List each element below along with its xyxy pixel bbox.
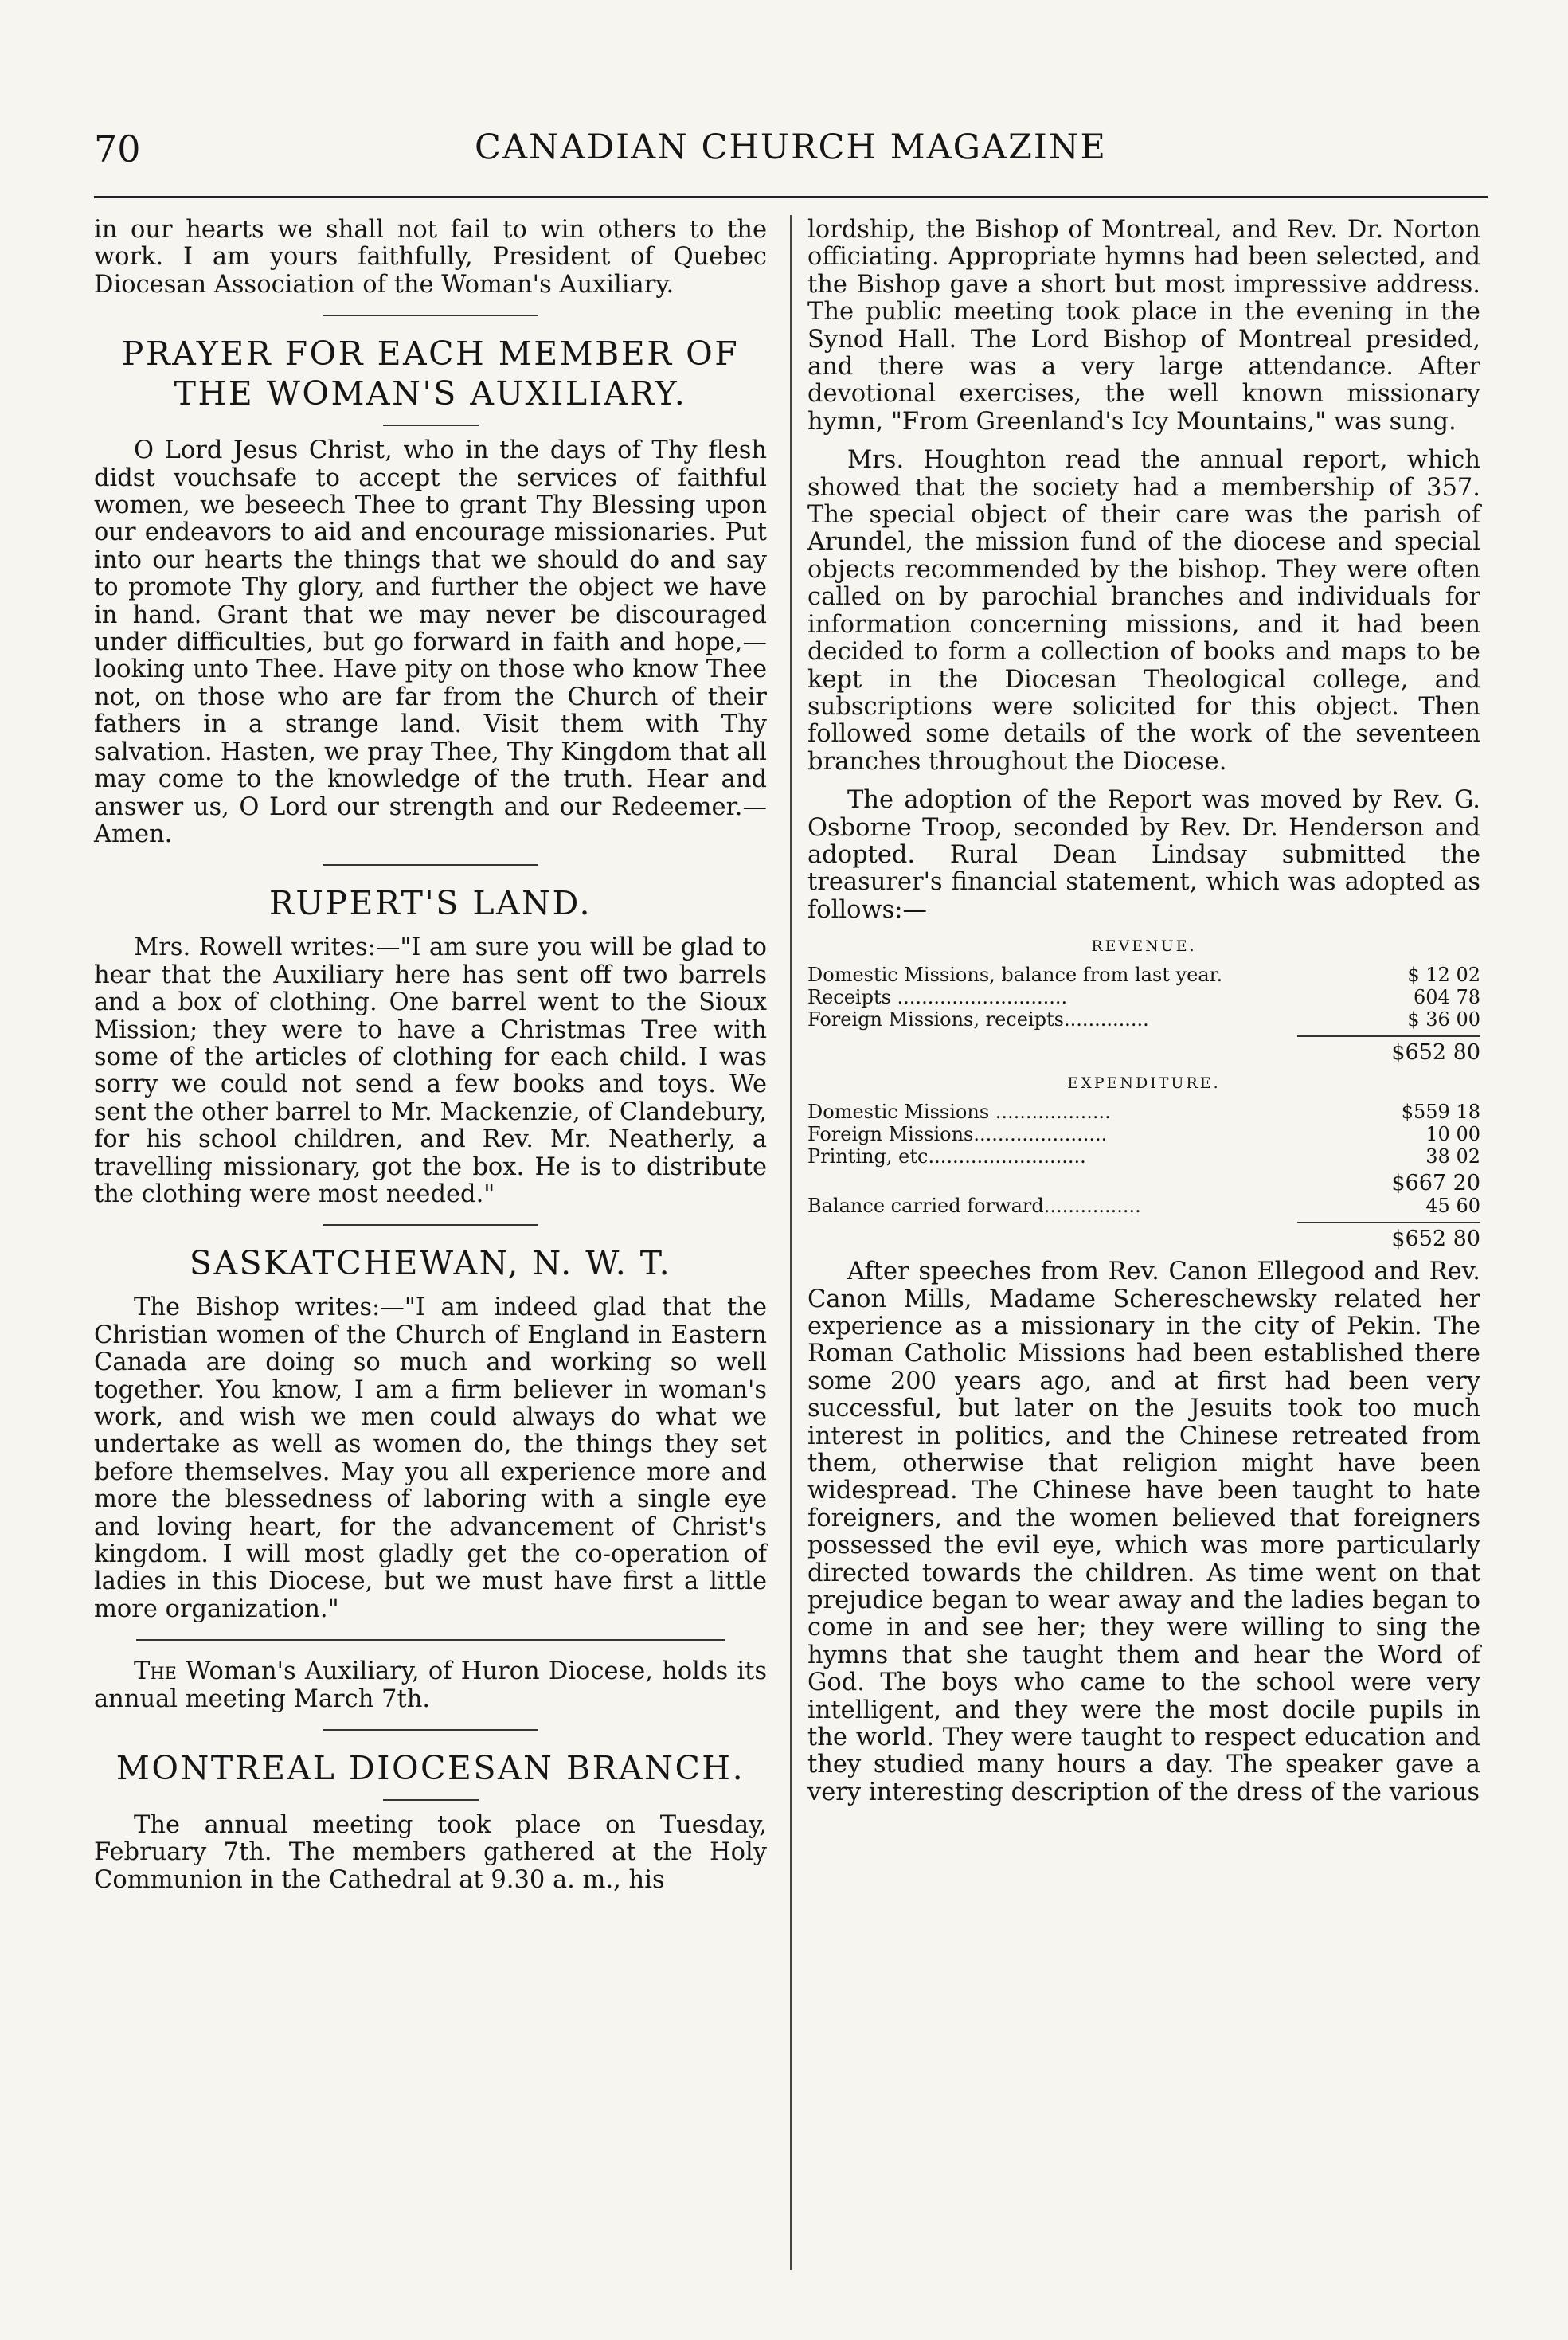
header-rule xyxy=(94,196,1488,198)
ledger-amount: 38 02 xyxy=(1425,1145,1480,1168)
ledger-row xyxy=(807,964,1480,986)
section-divider xyxy=(136,1639,725,1641)
revenue-total: $652 80 xyxy=(1297,1035,1480,1064)
column-divider xyxy=(790,215,792,2270)
ledger-row xyxy=(807,1101,1480,1123)
ledger-row xyxy=(807,1123,1480,1145)
ledger-amount: $559 18 xyxy=(1401,1101,1480,1124)
page-number: 70 xyxy=(94,127,141,170)
ledger-row xyxy=(807,1145,1480,1168)
heading-underline xyxy=(383,425,479,426)
ledger-label: Foreign Missions...................... xyxy=(807,1123,1108,1146)
annual-report-paragraph: Mrs. Houghton read the annual report, which showed that the society had a membership of 357. The special object of their care was the parish of Arundel, the mission fund of the diocese and special objects recommended by the bishop. They were often called on by parochial branches and individuals for information concerning missions, and it had been decided to form a collection of books and maps to be kept in the Diocesan Theological college, and subscriptions were solicited for this object. Then followed some details of the work of the seventeen branches throughout the Diocese. xyxy=(807,446,1480,776)
left-column xyxy=(94,217,767,1905)
montreal-heading: MONTREAL DIOCESAN BRANCH. xyxy=(115,1749,745,1788)
huron-note-lead: The xyxy=(134,1657,177,1686)
ledger-label: Foreign Missions, receipts.............. xyxy=(807,1008,1149,1031)
ledger-amount: $ 12 02 xyxy=(1407,964,1480,987)
ruperts-land-body: Mrs. Rowell writes:—"I am sure you will be glad to hear that the Auxiliary here has sent off two barrels and a box of clothing. One barrel went to the Sioux Mission; they were to have a Christmas Tree with some of the articles of clothing for each child. I was sorry we could not send a few books and toys. We sent the other barrel to Mr. Mackenzie, of Clandebury, for his school children, and Rev. Mr. Neatherly, a travelling missionary, got the box. He is to distribute the clothing were most needed." xyxy=(94,933,767,1208)
section-divider xyxy=(323,1224,538,1226)
huron-note-text: Woman's Auxiliary, of Huron Diocese, holds its annual meeting March 7th. xyxy=(94,1657,767,1713)
ledger-row xyxy=(807,1195,1480,1217)
section-divider xyxy=(323,1729,538,1731)
ledger-label: Domestic Missions ................... xyxy=(807,1101,1111,1124)
ledger-amount: 604 78 xyxy=(1414,986,1480,1009)
saskatchewan-body: The Bishop writes:—"I am indeed glad that the Christian women of the Church of England in Eastern Canada are doing so much and working so well together. You know, I am a firm believer in woman's work, and wish we men could always do what we undertake as well as women do, the things they set before themselves. May you all experience more and more the blessedness of laboring with a single eye and loving heart, for the advancement of Christ's kingdom. I will most gladly get the co-operation of ladies in this Diocese, but we must have first a little more organization." xyxy=(94,1293,767,1623)
ledger-amount: 10 00 xyxy=(1425,1123,1480,1146)
financial-statement xyxy=(807,935,1480,1250)
heading-underline xyxy=(383,1799,479,1801)
right-column xyxy=(807,217,1480,1818)
magazine-title: CANADIAN CHURCH MAGAZINE xyxy=(475,127,1107,167)
expenditure-total: $652 80 xyxy=(1297,1222,1480,1250)
page-header xyxy=(94,127,1488,183)
montreal-continuation: lordship, the Bishop of Montreal, and Rev. Dr. Norton officiating. Appropriate hymns had been selected, and the Bishop gave a short but most impressive address. The public meeting took place in the evening in the Synod Hall. The Lord Bishop of Montreal presided, and there was a very large attendance. After devotional exercises, the well known missionary hymn, "From Greenland's Icy Mountains," was sung. xyxy=(807,216,1480,436)
expenditure-subtotal: $667 20 xyxy=(1391,1171,1480,1196)
saskatchewan-heading: SASKATCHEWAN, N. W. T. xyxy=(189,1244,672,1283)
adoption-paragraph: The adoption of the Report was moved by Rev. G. Osborne Troop, seconded by Rev. Dr. Henderson and adopted. Rural Dean Lindsay submitted the treasurer's financial statement, which was adopted as follows:— xyxy=(807,786,1480,924)
section-divider xyxy=(323,315,538,316)
ledger-amount: $ 36 00 xyxy=(1407,1008,1480,1031)
montreal-body: The annual meeting took place on Tuesday, February 7th. The members gathered at the Holy Communion in the Cathedral at 9.30 a. m., his xyxy=(94,1811,767,1894)
speeches-paragraph: After speeches from Rev. Canon Ellegood and Rev. Canon Mills, Madame Schereschewsky related her experience as a missionary in the city of Pekin. The Roman Catholic Missions had been established there some 200 years ago, and at first had been very successful, but later on the Jesuits took too much interest in politics, and the Chinese retreated from them, otherwise that religion might have been widespread. The Chinese have been taught to hate foreigners, and the women believed that foreigners possessed the evil eye, which was more particularly directed towards the children. As time went on that prejudice began to wear away and the ladies began to come in and see her; they were willing to sing the hymns that she taught them and hear the Word of God. The boys who came to the school were very intelligent, and they were the most docile pupils in the world. They were taught to respect education and they studied many hours a day. The speaker gave a very interesting description of the dress of the various xyxy=(807,1258,1480,1806)
huron-note xyxy=(94,1658,767,1713)
balance-label: Balance carried forward................ xyxy=(807,1195,1141,1218)
ledger-row xyxy=(807,1008,1480,1031)
ledger-label: Receipts ............................ xyxy=(807,986,1068,1009)
intro-paragraph: in our hearts we shall not fail to win others to the work. I am yours faithfully, President of Quebec Diocesan Association of the Woman's Auxiliary. xyxy=(94,216,767,299)
prayer-heading: PRAYER FOR EACH MEMBER OF THE WOMAN'S AUXILIARY. xyxy=(121,335,740,413)
ledger-row xyxy=(807,986,1480,1008)
prayer-body: O Lord Jesus Christ, who in the days of Thy flesh didst vouchsafe to accept the services of faithful women, we beseech Thee to grant Thy Blessing upon our endeavors to aid and encourage missionaries. Put into our hearts the things that we should do and say to promote Thy glory, and further the object we have in hand. Grant that we may never be discouraged under difficulties, but go forward in faith and hope,—looking unto Thee. Have pity on those who know Thee not, on those who are far from the Church of their fathers in a strange land. Visit them with Thy salvation. Hasten, we pray Thee, Thy Kingdom that all may come to the knowledge of the truth. Hear and answer us, O Lord our strength and our Redeemer.— Amen. xyxy=(94,436,767,848)
revenue-heading: REVENUE. xyxy=(1091,937,1197,956)
ledger-label: Domestic Missions, balance from last year. xyxy=(807,964,1223,987)
ruperts-land-heading: RUPERT'S LAND. xyxy=(269,884,592,923)
balance-amount: 45 60 xyxy=(1425,1195,1480,1218)
ledger-label: Printing, etc.......................... xyxy=(807,1145,1086,1168)
expenditure-heading: EXPENDITURE. xyxy=(1067,1074,1221,1093)
section-divider xyxy=(323,864,538,866)
